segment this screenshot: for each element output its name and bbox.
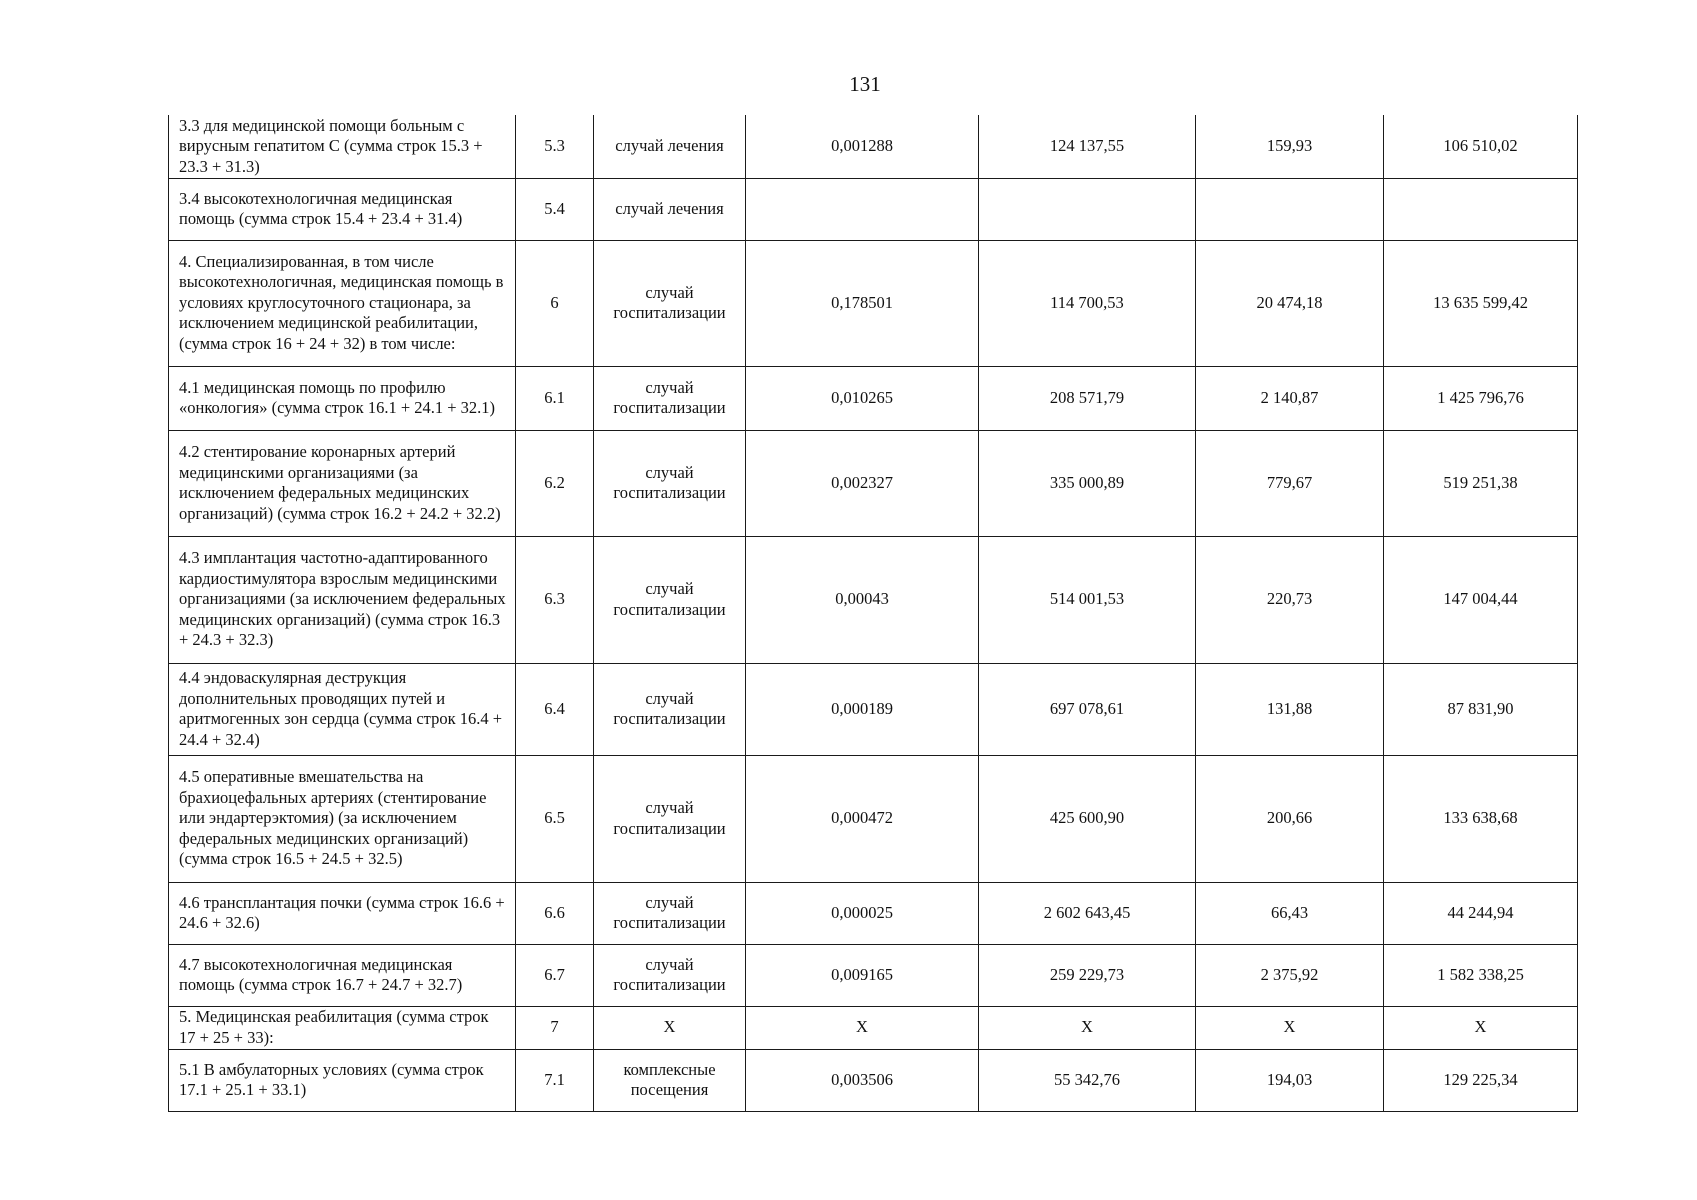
cost-cell: 2 602 643,45 xyxy=(979,882,1196,944)
table-row xyxy=(169,430,1578,536)
table-row xyxy=(169,882,1578,944)
norm-cell: 0,000472 xyxy=(746,755,979,882)
unit-cell: случай госпитализации xyxy=(594,430,746,536)
row-name-cell: 5. Медицинская реабилитация (сумма строк 17 + 25 + 33): xyxy=(169,1006,516,1049)
unit-cell: случай госпитализации xyxy=(594,882,746,944)
cost-cell: X xyxy=(979,1006,1196,1049)
cost-cell: 335 000,89 xyxy=(979,430,1196,536)
table-row xyxy=(169,1006,1578,1049)
row-name-cell: 3.4 высокотехнологичная медицинская помощь (сумма строк 15.4 + 23.4 + 31.4) xyxy=(169,178,516,240)
per-capita-cell: 220,73 xyxy=(1196,536,1384,663)
row-name-cell: 4. Специализированная, в том числе высокотехнологичная, медицинская помощь в условиях круглосуточного стационара, за исключением медицинской реабилитации, (сумма строк 16 + 24 + 32) в том числе: xyxy=(169,240,516,366)
row-name-cell: 5.1 В амбулаторных условиях (сумма строк 17.1 + 25.1 + 33.1) xyxy=(169,1049,516,1111)
per-capita-cell: 66,43 xyxy=(1196,882,1384,944)
unit-cell: случай лечения xyxy=(594,178,746,240)
row-name-cell: 4.2 стентирование коронарных артерий медицинскими организациями (за исключением федеральных медицинских организаций) (сумма строк 16.2 + 24.2 + 32.2) xyxy=(169,430,516,536)
line-number-cell: 6.1 xyxy=(516,366,594,430)
per-capita-cell: 194,03 xyxy=(1196,1049,1384,1111)
table-row xyxy=(169,1049,1578,1111)
line-number-cell: 5.3 xyxy=(516,115,594,178)
total-cell: 1 425 796,76 xyxy=(1384,366,1578,430)
unit-cell: случай госпитализации xyxy=(594,240,746,366)
norm-cell: 0,000025 xyxy=(746,882,979,944)
per-capita-cell: 20 474,18 xyxy=(1196,240,1384,366)
total-cell: 519 251,38 xyxy=(1384,430,1578,536)
per-capita-cell: 159,93 xyxy=(1196,115,1384,178)
total-cell: 87 831,90 xyxy=(1384,663,1578,755)
cost-cell: 259 229,73 xyxy=(979,944,1196,1006)
norm-cell: 0,010265 xyxy=(746,366,979,430)
line-number-cell: 6.6 xyxy=(516,882,594,944)
cost-cell: 55 342,76 xyxy=(979,1049,1196,1111)
table-row xyxy=(169,366,1578,430)
per-capita-cell: 200,66 xyxy=(1196,755,1384,882)
per-capita-cell: X xyxy=(1196,1006,1384,1049)
per-capita-cell xyxy=(1196,178,1384,240)
line-number-cell: 7 xyxy=(516,1006,594,1049)
unit-cell: случай госпитализации xyxy=(594,755,746,882)
unit-cell: случай лечения xyxy=(594,115,746,178)
cost-cell: 208 571,79 xyxy=(979,366,1196,430)
cost-cell: 514 001,53 xyxy=(979,536,1196,663)
financing-table xyxy=(168,115,1578,1112)
cost-cell: 425 600,90 xyxy=(979,755,1196,882)
total-cell: 106 510,02 xyxy=(1384,115,1578,178)
norm-cell: 0,00043 xyxy=(746,536,979,663)
row-name-cell: 4.6 трансплантация почки (сумма строк 16.6 + 24.6 + 32.6) xyxy=(169,882,516,944)
total-cell: 133 638,68 xyxy=(1384,755,1578,882)
norm-cell: X xyxy=(746,1006,979,1049)
line-number-cell: 5.4 xyxy=(516,178,594,240)
norm-cell: 0,002327 xyxy=(746,430,979,536)
per-capita-cell: 2 375,92 xyxy=(1196,944,1384,1006)
table-row xyxy=(169,755,1578,882)
total-cell: 13 635 599,42 xyxy=(1384,240,1578,366)
cost-cell xyxy=(979,178,1196,240)
row-name-cell: 4.1 медицинская помощь по профилю «онкология» (сумма строк 16.1 + 24.1 + 32.1) xyxy=(169,366,516,430)
total-cell: 1 582 338,25 xyxy=(1384,944,1578,1006)
total-cell: X xyxy=(1384,1006,1578,1049)
table-row xyxy=(169,115,1578,178)
table-row xyxy=(169,240,1578,366)
row-name-cell: 4.4 эндоваскулярная деструкция дополнительных проводящих путей и аритмогенных зон сердца (сумма строк 16.4 + 24.4 + 32.4) xyxy=(169,663,516,755)
unit-cell: случай госпитализации xyxy=(594,663,746,755)
total-cell: 129 225,34 xyxy=(1384,1049,1578,1111)
per-capita-cell: 131,88 xyxy=(1196,663,1384,755)
norm-cell: 0,178501 xyxy=(746,240,979,366)
line-number-cell: 7.1 xyxy=(516,1049,594,1111)
norm-cell: 0,000189 xyxy=(746,663,979,755)
unit-cell: комплексные посещения xyxy=(594,1049,746,1111)
line-number-cell: 6.3 xyxy=(516,536,594,663)
row-name-cell: 4.3 имплантация частотно-адаптированного кардиостимулятора взрослым медицинскими организациями (за исключением федеральных медицинских организаций) (сумма строк 16.3 + 24.3 + 32.3) xyxy=(169,536,516,663)
per-capita-cell: 779,67 xyxy=(1196,430,1384,536)
unit-cell: X xyxy=(594,1006,746,1049)
page-number: 131 xyxy=(849,72,881,96)
cost-cell: 124 137,55 xyxy=(979,115,1196,178)
table-row xyxy=(169,536,1578,663)
norm-cell: 0,003506 xyxy=(746,1049,979,1111)
total-cell: 147 004,44 xyxy=(1384,536,1578,663)
line-number-cell: 6.7 xyxy=(516,944,594,1006)
norm-cell: 0,009165 xyxy=(746,944,979,1006)
row-name-cell: 3.3 для медицинской помощи больным с вирусным гепатитом С (сумма строк 15.3 + 23.3 + 31.3) xyxy=(169,115,516,178)
row-name-cell: 4.5 оперативные вмешательства на брахиоцефальных артериях (стентирование или эндартерэктомия) (за исключением федеральных медицинских организаций) (сумма строк 16.5 + 24.5 + 32.5) xyxy=(169,755,516,882)
line-number-cell: 6 xyxy=(516,240,594,366)
table-row xyxy=(169,944,1578,1006)
unit-cell: случай госпитализации xyxy=(594,536,746,663)
cost-cell: 114 700,53 xyxy=(979,240,1196,366)
unit-cell: случай госпитализации xyxy=(594,366,746,430)
table-row xyxy=(169,178,1578,240)
line-number-cell: 6.5 xyxy=(516,755,594,882)
cost-cell: 697 078,61 xyxy=(979,663,1196,755)
line-number-cell: 6.2 xyxy=(516,430,594,536)
total-cell xyxy=(1384,178,1578,240)
total-cell: 44 244,94 xyxy=(1384,882,1578,944)
norm-cell: 0,001288 xyxy=(746,115,979,178)
unit-cell: случай госпитализации xyxy=(594,944,746,1006)
norm-cell xyxy=(746,178,979,240)
per-capita-cell: 2 140,87 xyxy=(1196,366,1384,430)
table-row xyxy=(169,663,1578,755)
row-name-cell: 4.7 высокотехнологичная медицинская помощь (сумма строк 16.7 + 24.7 + 32.7) xyxy=(169,944,516,1006)
line-number-cell: 6.4 xyxy=(516,663,594,755)
